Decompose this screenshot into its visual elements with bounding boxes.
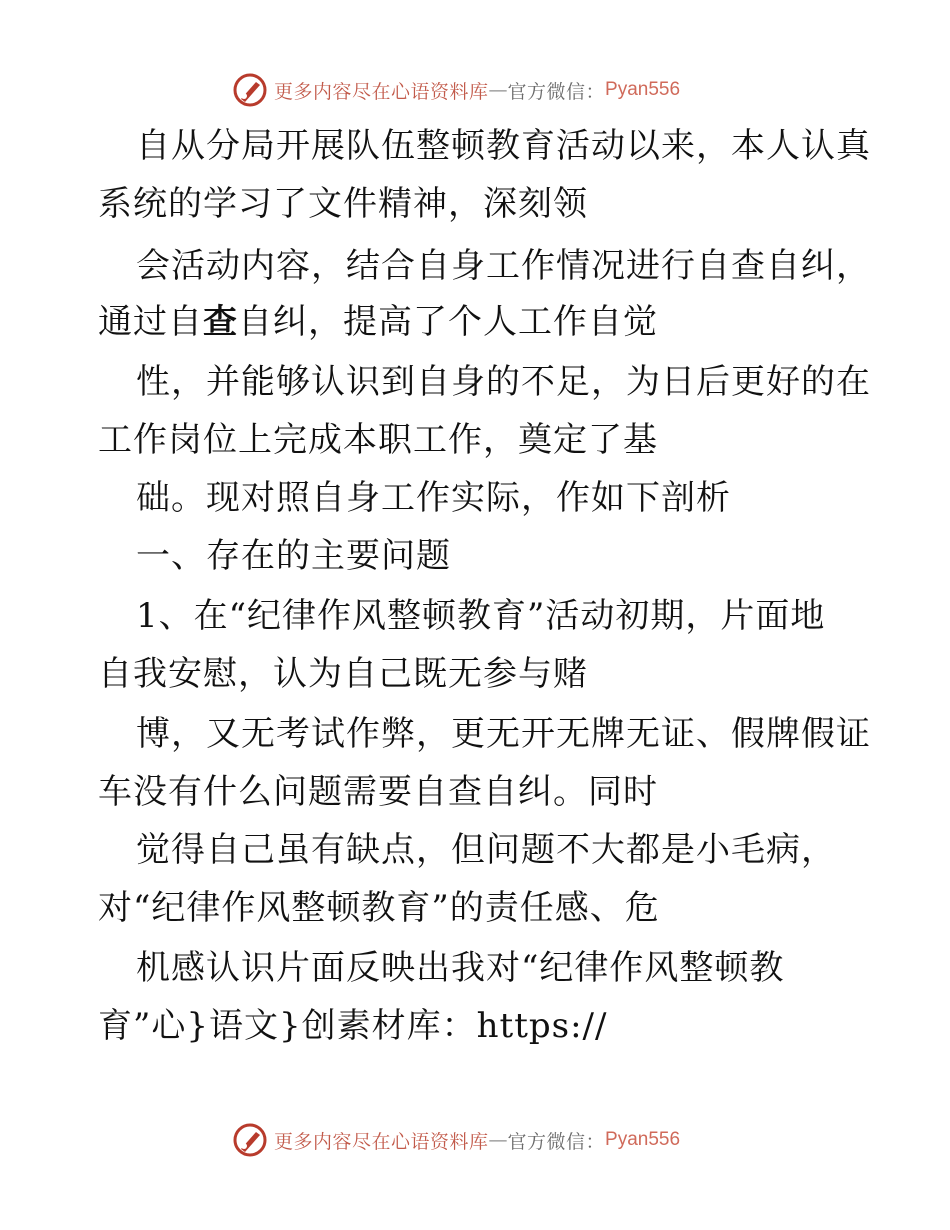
body-line-segment: 通过自 (98, 302, 203, 342)
body-line: 机感认识片面反映出我对“纪律作风整顿教 (136, 948, 785, 988)
banner-wechat-label: 官方微信： (507, 80, 606, 103)
banner-wechat-handle: Pyan556 (605, 1129, 681, 1150)
body-line-segment-bold: 查 (203, 302, 238, 342)
body-line: 育”心}语文}创素材库：https:// (98, 1006, 608, 1046)
body-line-segment: 自纠，提高了个人工作自觉 (238, 302, 658, 342)
body-line: 自从分局开展队伍整顿教育活动以来，本人认真 (136, 126, 871, 166)
body-line: 会活动内容，结合自身工作情况进行自查自纠， (136, 246, 871, 286)
body-line: 对“纪律作风整顿教育”的责任感、危 (98, 888, 660, 928)
body-line: 车没有什么问题需要自查自纠。同时 (98, 772, 658, 812)
body-line: 性，并能够认识到自身的不足，为日后更好的在 (136, 362, 871, 402)
banner-wechat-handle: Pyan556 (605, 79, 681, 100)
banner-dash: — (488, 79, 508, 101)
banner-site-text: 更多内容尽在心语资料库 (274, 80, 489, 103)
body-line: 1、在“纪律作风整顿教育”活动初期，片面地 (136, 596, 826, 636)
body-line: 自我安慰，认为自己既无参与赌 (98, 654, 588, 694)
body-line: 础。现对照自身工作实际，作如下剖析 (136, 478, 731, 518)
body-line: 工作岗位上完成本职工作，奠定了基 (98, 420, 658, 460)
header-banner (232, 70, 732, 110)
body-line: 系统的学习了文件精神，深刻领 (98, 184, 588, 224)
body-line: 博，又无考试作弊，更无开无牌无证、假牌假证 (136, 714, 871, 754)
banner-wechat-label: 官方微信： (507, 1130, 606, 1153)
footer-banner (232, 1120, 732, 1160)
pen-logo-icon (232, 1122, 268, 1158)
body-line (98, 294, 658, 350)
pen-logo-icon (232, 72, 268, 108)
banner-dash: — (488, 1129, 508, 1151)
body-line: 觉得自己虽有缺点，但问题不大都是小毛病， (136, 830, 836, 870)
section-heading: 一、存在的主要问题 (136, 536, 451, 576)
banner-site-text: 更多内容尽在心语资料库 (274, 1130, 489, 1153)
